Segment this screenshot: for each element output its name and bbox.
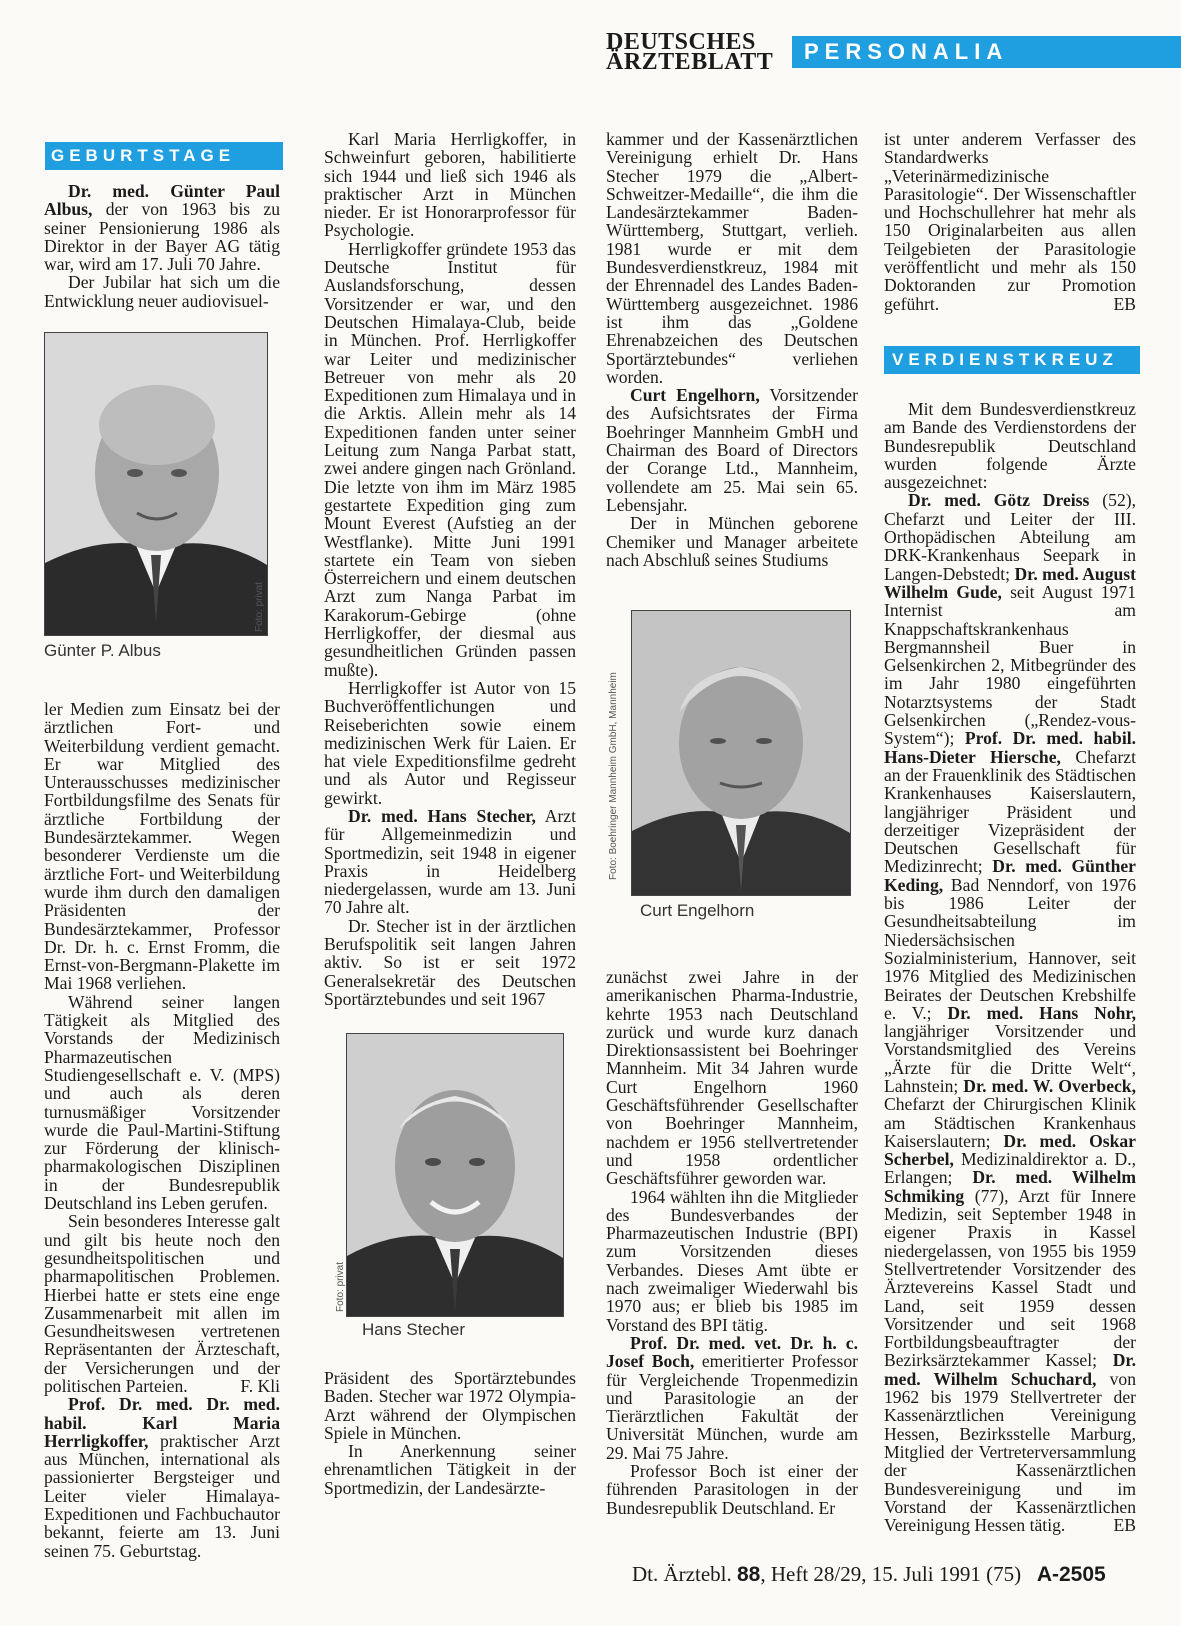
caption-albus: Günter P. Albus [44, 641, 161, 660]
text-stecher-3b: kammer und der Kassenärztlichen Vereinigung erhielt Dr. Hans Stecher 1979 die „Albert-Schweitzer-Medaille“, die ihm die Landesärztekammer Baden-Württemberg, Stuttgart, verlieh. 1981 wurde er mit dem Bundesverdienstkreuz, 1984 mit der Ehrennadel des Landes Baden-Württemberg ausgezeichnet. 1986 ist ihm das „Goldene Ehrenabzeichen des Deutschen Sportärztebundes“ verliehen worden. [606, 129, 858, 387]
text-herr-1: praktischer Arzt aus München, international als passionierter Bergsteiger und Leiter vieler Himalaya-Expeditionen und Fachbuchautor bekannt, feierte am 13. Juni seinen 75. Geburtstag. [44, 1430, 280, 1561]
column-1-top [44, 182, 280, 310]
footer-page-number: A-2505 [1036, 1563, 1106, 1586]
column-3-top [606, 130, 858, 569]
text-stecher-2a: Dr. Stecher ist in der ärztlichen Berufspolitik seit langen Jahren aktiv. So ist er seit 1972 Generalsekretär des Deutschen Sportärztebundes und seit 1967 [324, 915, 576, 1009]
text-engel-2b: zunächst zwei Jahre in der amerikanischen Pharma-Industrie, kehrte 1953 nach Deutschland zurück und wurde kurz danach Direktionsassistent bei Boehringer Mannheim. Mit 34 Jahren wurde Curt Engelhorn 1960 Geschäftsführender Gesellschafter von Boehringer Mannheim, nachdem er 1956 stellvertretender und 1958 ordentlicher Geschäftsführer geworden war. [606, 967, 858, 1189]
footer-issue: , Heft 28/29, 15. Juli 1991 (75) [760, 1562, 1022, 1586]
text-keding: Bad Nenndorf, von 1976 bis 1986 Leiter der Gesundheitsabteilung im Niedersächsischen Sozialministerium, Hannover, seit 1976 Mitglied des Medizinischen Beirates der Deutschen Krebshilfe e. V.; [884, 874, 1136, 1023]
text-hiersche: Chefarzt an der Frauenklinik des Städtischen Krankenhauses Kaiserslautern, langjähriger Präsident und derzeitiger Vizepräsident der Deutschen Gesellschaft für Medizinrecht; [884, 746, 1136, 877]
name-schuchard: Dr. med. Wilhelm Schuchard, [884, 1350, 1136, 1389]
text-boch-1: emeritierter Professor für Vergleichende Tropenmedizin und Parasitologie an der Tierärztlichen Fakultät der Universität München, wurde am 29. Mai 75 Jahre. [606, 1351, 858, 1463]
name-nohr: Dr. med. Hans Nohr, [947, 1002, 1136, 1023]
masthead-line-2: ÄRZTEBLATT [606, 49, 774, 75]
name-schmiking: Dr. med. Wilhelm Schmiking [884, 1167, 1136, 1206]
name-albus: Dr. med. Günter Paul Albus, [44, 181, 280, 220]
text-albus-4: Sein besonderes Interesse galt und gilt bis heute noch den gesundheitspolitischen und pharmapolitischen Problemen. Hierbei hatte er stets eine enge Zusammenarbeit mit allen im Gesundheitswesen vertretenen Repräsentanten der Ärzteschaft, der Versicherungen und der politischen Parteien. [44, 1211, 280, 1396]
name-dreiss: Dr. med. Götz Dreiss [908, 490, 1090, 511]
credit-stecher: Foto: privat [335, 1261, 346, 1312]
text-stecher-3a: In Anerkennung seiner ehrenamtlichen Tätigkeit in der Sportmedizin, der Landesärzte- [324, 1441, 576, 1498]
journal-masthead [606, 29, 774, 75]
text-gude: seit August 1971 Internist am Knappschaftskrankenhaus Bergmannsheil Buer in Gelsenkirchen 2, Mitbegründer des im Jahr 1980 eingeführten Notarztsystems der Stadt Gelsenkirchen („Rendez-vous-System“); [884, 581, 1136, 749]
name-hiersche: Prof. Dr. med. habil. Hans-Dieter Hiersche, [884, 728, 1136, 767]
caption-engelhorn: Curt Engelhorn [640, 901, 755, 920]
name-stecher: Dr. med. Hans Stecher, [348, 805, 536, 826]
column-2-top [324, 130, 576, 1008]
text-engel-1: Vorsitzender des Aufsichtsrates der Firma Boehringer Mannheim GmbH und Chairman des Board of Directors der Corange Ltd., Mannheim, vollendete am 25. Mai sein 65. Lebensjahr. [606, 385, 858, 515]
text-albus-2b: ler Medien zum Einsatz bei der ärztlichen Fort- und Weiterbildung verdient gemacht. Er war Mitglied des Unterausschusses medizinischer Fortbildungsfilme des Senats für ärztliche Fortbildung der Bundesärztekammer. Wegen besonderer Verdienste um die ärztliche Fort- und Weiterbildung wurde ihm durch den damaligen Präsidenten der Bundesärztekammer, Professor Dr. Dr. h. c. Ernst Fromm, die Ernst-von-Bergmann-Plakette im Mai 1968 verliehen. [44, 699, 280, 994]
text-herr-3: Herrligkoffer gründete 1953 das Deutsche Institut für Auslandsforschung, dessen Vorsitzender er war, und den Deutschen Himalaya-Club, beide in München. Prof. Herrligkoffer war Leiter und medizinischer Betreuer von mehr als 20 Expeditionen zum Himalaya und in die Arktis. Allein mehr als 14 Expeditionen fanden unter seiner Leitung zum Nanga Parbat statt, zwei andere gingen nach Grönland. Die letzte von ihm im März 1985 gestartete Expedition ging zum Mount Everest (Aufstieg an der Westflanke). Mitte Juni 1991 startete ein Team von sieben Österreichern und einem deutschen Arzt zum Nanga Parbat im Karakorum-Gebirge (ohne Herrligkoffer, der diesmal aus gesundheitlichen Gründen passen mußte). [324, 238, 576, 680]
name-herrligkoffer: Prof. Dr. med. Dr. med. habil. Karl Maria Herrligkoffer, [44, 1394, 280, 1451]
text-stecher-2b: Präsident des Sportärztebundes Baden. Stecher war 1972 Olympia-Arzt während der Olympischen Spiele in München. [324, 1368, 576, 1443]
name-keding: Dr. med. Günther Keding, [884, 856, 1136, 895]
caption-stecher: Hans Stecher [362, 1320, 465, 1339]
text-albus-2a: Der Jubilar hat sich um die Entwicklung neuer audiovisuel- [44, 272, 280, 311]
credit-engelhorn: Foto: Boehringer Mannheim GmbH, Mannheim [608, 672, 619, 880]
text-engel-2a: Der in München geborene Chemiker und Manager arbeitete nach Abschluß seines Studiums [606, 513, 858, 570]
column-4-top [884, 130, 1136, 313]
page-footer [632, 1562, 1132, 1587]
photo-albus [44, 332, 268, 636]
text-herr-2: Karl Maria Herrligkoffer, in Schweinfurt geboren, habilitierte sich 1944 und ließ sich 1946 als praktischer Arzt in München nieder. Er ist Honorarprofessor für Psychologie. [324, 129, 576, 241]
text-boch-2b: ist unter anderem Verfasser des Standardwerks „Veterinärmedizinische Parasitologie“. Der Wissenschaftler und Hochschullehrer hat mehr als 150 Originalarbeiten aus allen Teilgebieten der Parasitologie veröffentlicht und mehr als 150 Doktoranden zur Promotion geführt. [884, 129, 1136, 314]
text-schuchard: von 1962 bis 1979 Stellvertreter der Kassenärztlichen Vereinigung Hessen, Bezirksstelle Marburg, Mitglied der Vertreterversammlung der Kassenärztlichen Bundesvereinigung und im Vorstand der Kassenärztlichen Vereinigung Hessen tätig. [884, 1368, 1136, 1536]
heading-geburtstage: GEBURTSTAGE [45, 142, 283, 170]
column-3-bottom [606, 968, 858, 1517]
text-overbeck: Chefarzt der Chirurgischen Klinik am Städtischen Krankenhaus Kaiserslautern; [884, 1094, 1136, 1151]
text-nohr: langjähriger Vorsitzender und Vorstandsmitglied des Vereins „Ärzte für die Dritte Welt“, Lahnstein; [884, 1021, 1136, 1096]
section-title-personalia: PERSONALIA [792, 36, 1181, 68]
text-albus-3: Während seiner langen Tätigkeit als Mitglied des Vorstands der Medizinisch Pharmazeutischen Studiengesellschaft e. V. (MPS) und auch als deren turnusmäßiger Vorsitzender wurde die Paul-Martini-Stiftung zur Förderung der klinisch-pharmakologischen Disziplinen in der Bundesrepublik Deutschland ins Leben gerufen. [44, 991, 280, 1214]
name-gude: Dr. med. August Wilhelm Gude, [884, 563, 1137, 602]
footer-volume: 88 [736, 1563, 761, 1586]
name-scherbel: Dr. med. Oskar Scherbel, [884, 1130, 1136, 1170]
text-albus-1: der von 1963 bis zu seiner Pensionierung 1986 als Direktor in der Bayer AG tätig war, wird am 17. Juli 70 Jahre. [44, 199, 280, 275]
footer-journal: Dt. Ärztebl. [632, 1562, 732, 1586]
text-schmiking: (77), Arzt für Innere Medizin, seit September 1948 in eigener Praxis in Kassel niedergelassen, von 1955 bis 1959 Stellvertretender Vorsitzender des Ärztevereins Kassel Stadt und Land, seit 1959 dessen Vorsitzender und seit 1968 Fortbildungsbeauftragter der Bezirksärztekammer Kassel; [884, 1185, 1136, 1371]
text-dreiss: (52), Chefarzt und Leiter der III. Orthopädischen Abteilung am DRK-Krankenhaus Seepark in Langen-Debstedt; [884, 490, 1136, 584]
name-overbeck: Dr. med. W. Overbeck, [963, 1075, 1136, 1096]
photo-engelhorn [631, 610, 851, 896]
text-boch-2a: Professor Boch ist einer der führenden Parasitologen in der Bundesrepublik Deutschland. Er [606, 1461, 858, 1518]
text-scherbel: Medizinaldirektor a. D., Erlangen; [884, 1149, 1136, 1188]
text-engel-3: 1964 wählten ihn die Mitglieder des Bundesverbandes der Pharmazeutischen Industrie (BPI) zum Vorsitzenden dieses Verbandes. Dieses Amt übte er nach zweimaliger Wiederwahl bis 1970 aus; er blieb bis 1985 im Vorstand des BPI tätig. [606, 1186, 858, 1335]
name-boch: Prof. Dr. med. vet. Dr. h. c. Josef Boch, [606, 1332, 858, 1372]
photo-stecher [346, 1033, 564, 1317]
heading-verdienstkreuz: VERDIENSTKREUZ [884, 346, 1140, 374]
masthead-line-1: DEUTSCHES [606, 29, 756, 55]
signature-boch: EB [1113, 293, 1136, 314]
credit-albus: Foto: privat [254, 581, 265, 632]
text-stecher-1: Arzt für Allgemeinmedizin und Sportmedizin, seit 1948 in eigener Praxis in Heidelberg niedergelassen, wurde am 13. Juni 70 Jahre alt. [324, 805, 576, 918]
column-1-bottom [44, 700, 280, 1560]
name-engelhorn: Curt Engelhorn, [630, 385, 760, 406]
column-4-bottom [884, 400, 1136, 1534]
column-2-bottom [324, 1369, 576, 1497]
text-herr-4: Herrligkoffer ist Autor von 15 Buchveröffentlichungen und Reiseberichten sowie einem medizinischen Werk für Laien. Er hat viele Expeditionsfilme gedreht und als Autor und Regisseur gewirkt. [324, 677, 576, 808]
signature-verdienst: EB [1113, 1515, 1136, 1536]
text-verdienst-intro: Mit dem Bundesverdienstkreuz am Bande des Verdienstordens der Bundesrepublik Deutschland wurden folgende Ärzte ausgezeichnet: [884, 399, 1136, 493]
signature-albus: F. Kli [240, 1375, 280, 1396]
